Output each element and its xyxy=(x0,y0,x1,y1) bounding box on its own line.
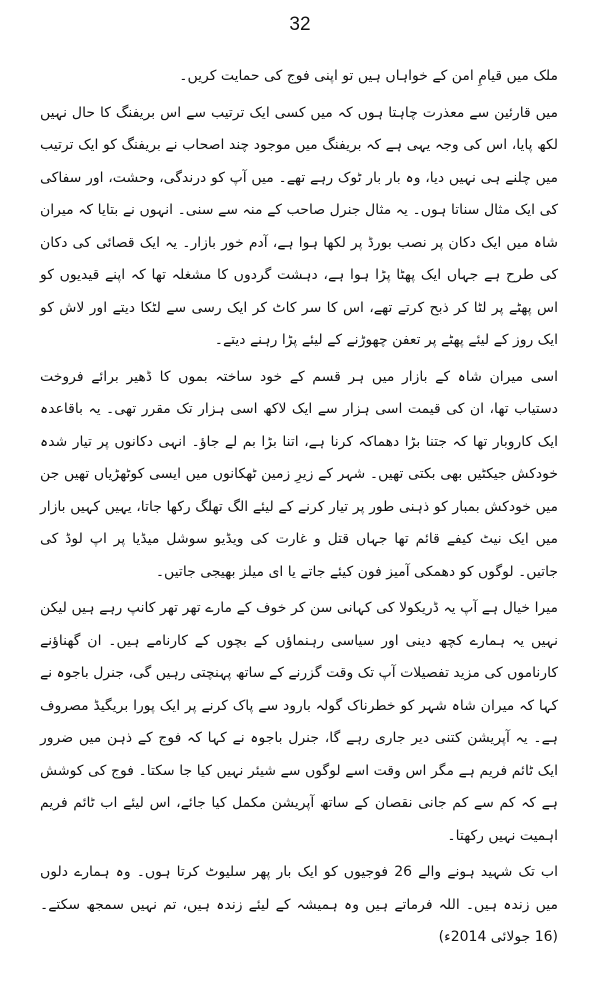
paragraph-3: اسی میران شاہ کے بازار میں ہر قسم کے خود ساختہ بموں کا ڈھیر برائے فروخت دستیاب تھا، ان کی قیمت اسی ہزار سے ایک لاکھ اسی ہزار تک مقرر تھی۔ یہ باقاعدہ ایک کاروبار تھا کہ جتنا بڑا دھماکہ کرنا ہے، اتنا بڑا بم لے جاؤ۔ انہی دکانوں پر تیار شدہ خودکش جیکٹیں بھی بکتی تھیں۔ شہر کے زیرِ زمین ٹھکانوں میں ایسی کوٹھڑیاں تھیں جن میں خودکش بمبار کو ذہنی طور پر تیار کرنے کے لیئے الگ تھلگ رکھا جاتا، یہیں کہیں بازار میں ایک نیٹ کیفے قائم تھا جہاں قتل و غارت کی ویڈیو سوشل میڈیا پر اپ لوڈ کی جاتیں۔ لوگوں کو دھمکی آمیز فون کیئے جاتے یا ای میلز بھیجی جاتیں۔ xyxy=(40,368,558,580)
paragraph-2: میں قارئین سے معذرت چاہتا ہوں کہ میں کسی ایک ترتیب سے اس بریفنگ کا حال نہیں لکھ پایا، اس کی وجہ یہی ہے کہ بریفنگ میں موجود چند اصحاب نے بریفنگ کو ایک ترتیب میں چلنے ہی نہیں دیا، وہ بار بار ٹوک رہے تھے۔ میں آپ کو درندگی، وحشت، اور سفاکی کی ایک مثال سناتا ہوں۔ یہ مثال جنرل صاحب کے منہ سے سنی۔ انہوں نے بتایا کہ میران شاہ میں ایک دکان پر نصب بورڈ پر لکھا ہوا ہے، آدم خور بازار۔ یہ ایک قصائی کی دکان کی طرح ہے جہاں ایک پھٹا پڑا ہوا ہے، دہشت گردوں کا مشغلہ تھا کہ اپنے قیدیوں کو اس پھٹے پر لٹا کر ذبح کرتے تھے، اس کا سر کاٹ کر ایک رسی سے لٹکا دیتے اور لاش کو ایک روز کے لیئے پھٹے پر تعفن چھوڑنے کے لیئے پڑا رہنے دیتے۔ xyxy=(40,104,558,348)
article-body xyxy=(40,60,558,958)
page-number: 32 xyxy=(289,14,311,35)
paragraph-4: میرا خیال ہے آپ یہ ڈریکولا کی کہانی سن کر خوف کے مارے تھر تھر کانپ رہے ہیں لیکن نہیں یہ ہمارے کچھ دینی اور سیاسی رہنماؤں کے بچوں کے کارنامے ہیں۔ ان گھناؤنے کارناموں کی مزید تفصیلات آپ تک وقت گزرنے کے ساتھ پہنچتی رہیں گی، جنرل باجوہ نے کہا کہ میران شاہ شہر کو خطرناک گولہ بارود سے پاک کرنے پر ایک پورا بریگیڈ مصروف ہے۔ یہ آپریشن کتنی دیر جاری رہے گا، جنرل باجوہ نے کہا کہ فوج کے ذہن میں ضرور ایک ٹائم فریم ہے مگر اس وقت اسے لوگوں سے شیئر نہیں کیا جا سکتا۔ فوج کی کوشش ہے کہ کم سے کم جانی نقصان کے ساتھ آپریشن مکمل کیا جائے، اس لیئے اب ٹائم فریم اہمیت نہیں رکھتا۔ xyxy=(40,600,558,844)
paragraph-5: اب تک شہید ہونے والے 26 فوجیوں کو ایک بار پھر سلیوٹ کرتا ہوں۔ وہ ہمارے دلوں میں زندہ ہیں۔ اللہ فرماتے ہیں وہ ہمیشہ کے لیئے زندہ ہیں، تم نہیں سمجھ سکتے۔ (16 جولائی 2014ء) xyxy=(40,864,558,945)
paragraph-1: ملک میں قیامِ امن کے خواہاں ہیں تو اپنی فوج کی حمایت کریں۔ xyxy=(179,68,558,84)
